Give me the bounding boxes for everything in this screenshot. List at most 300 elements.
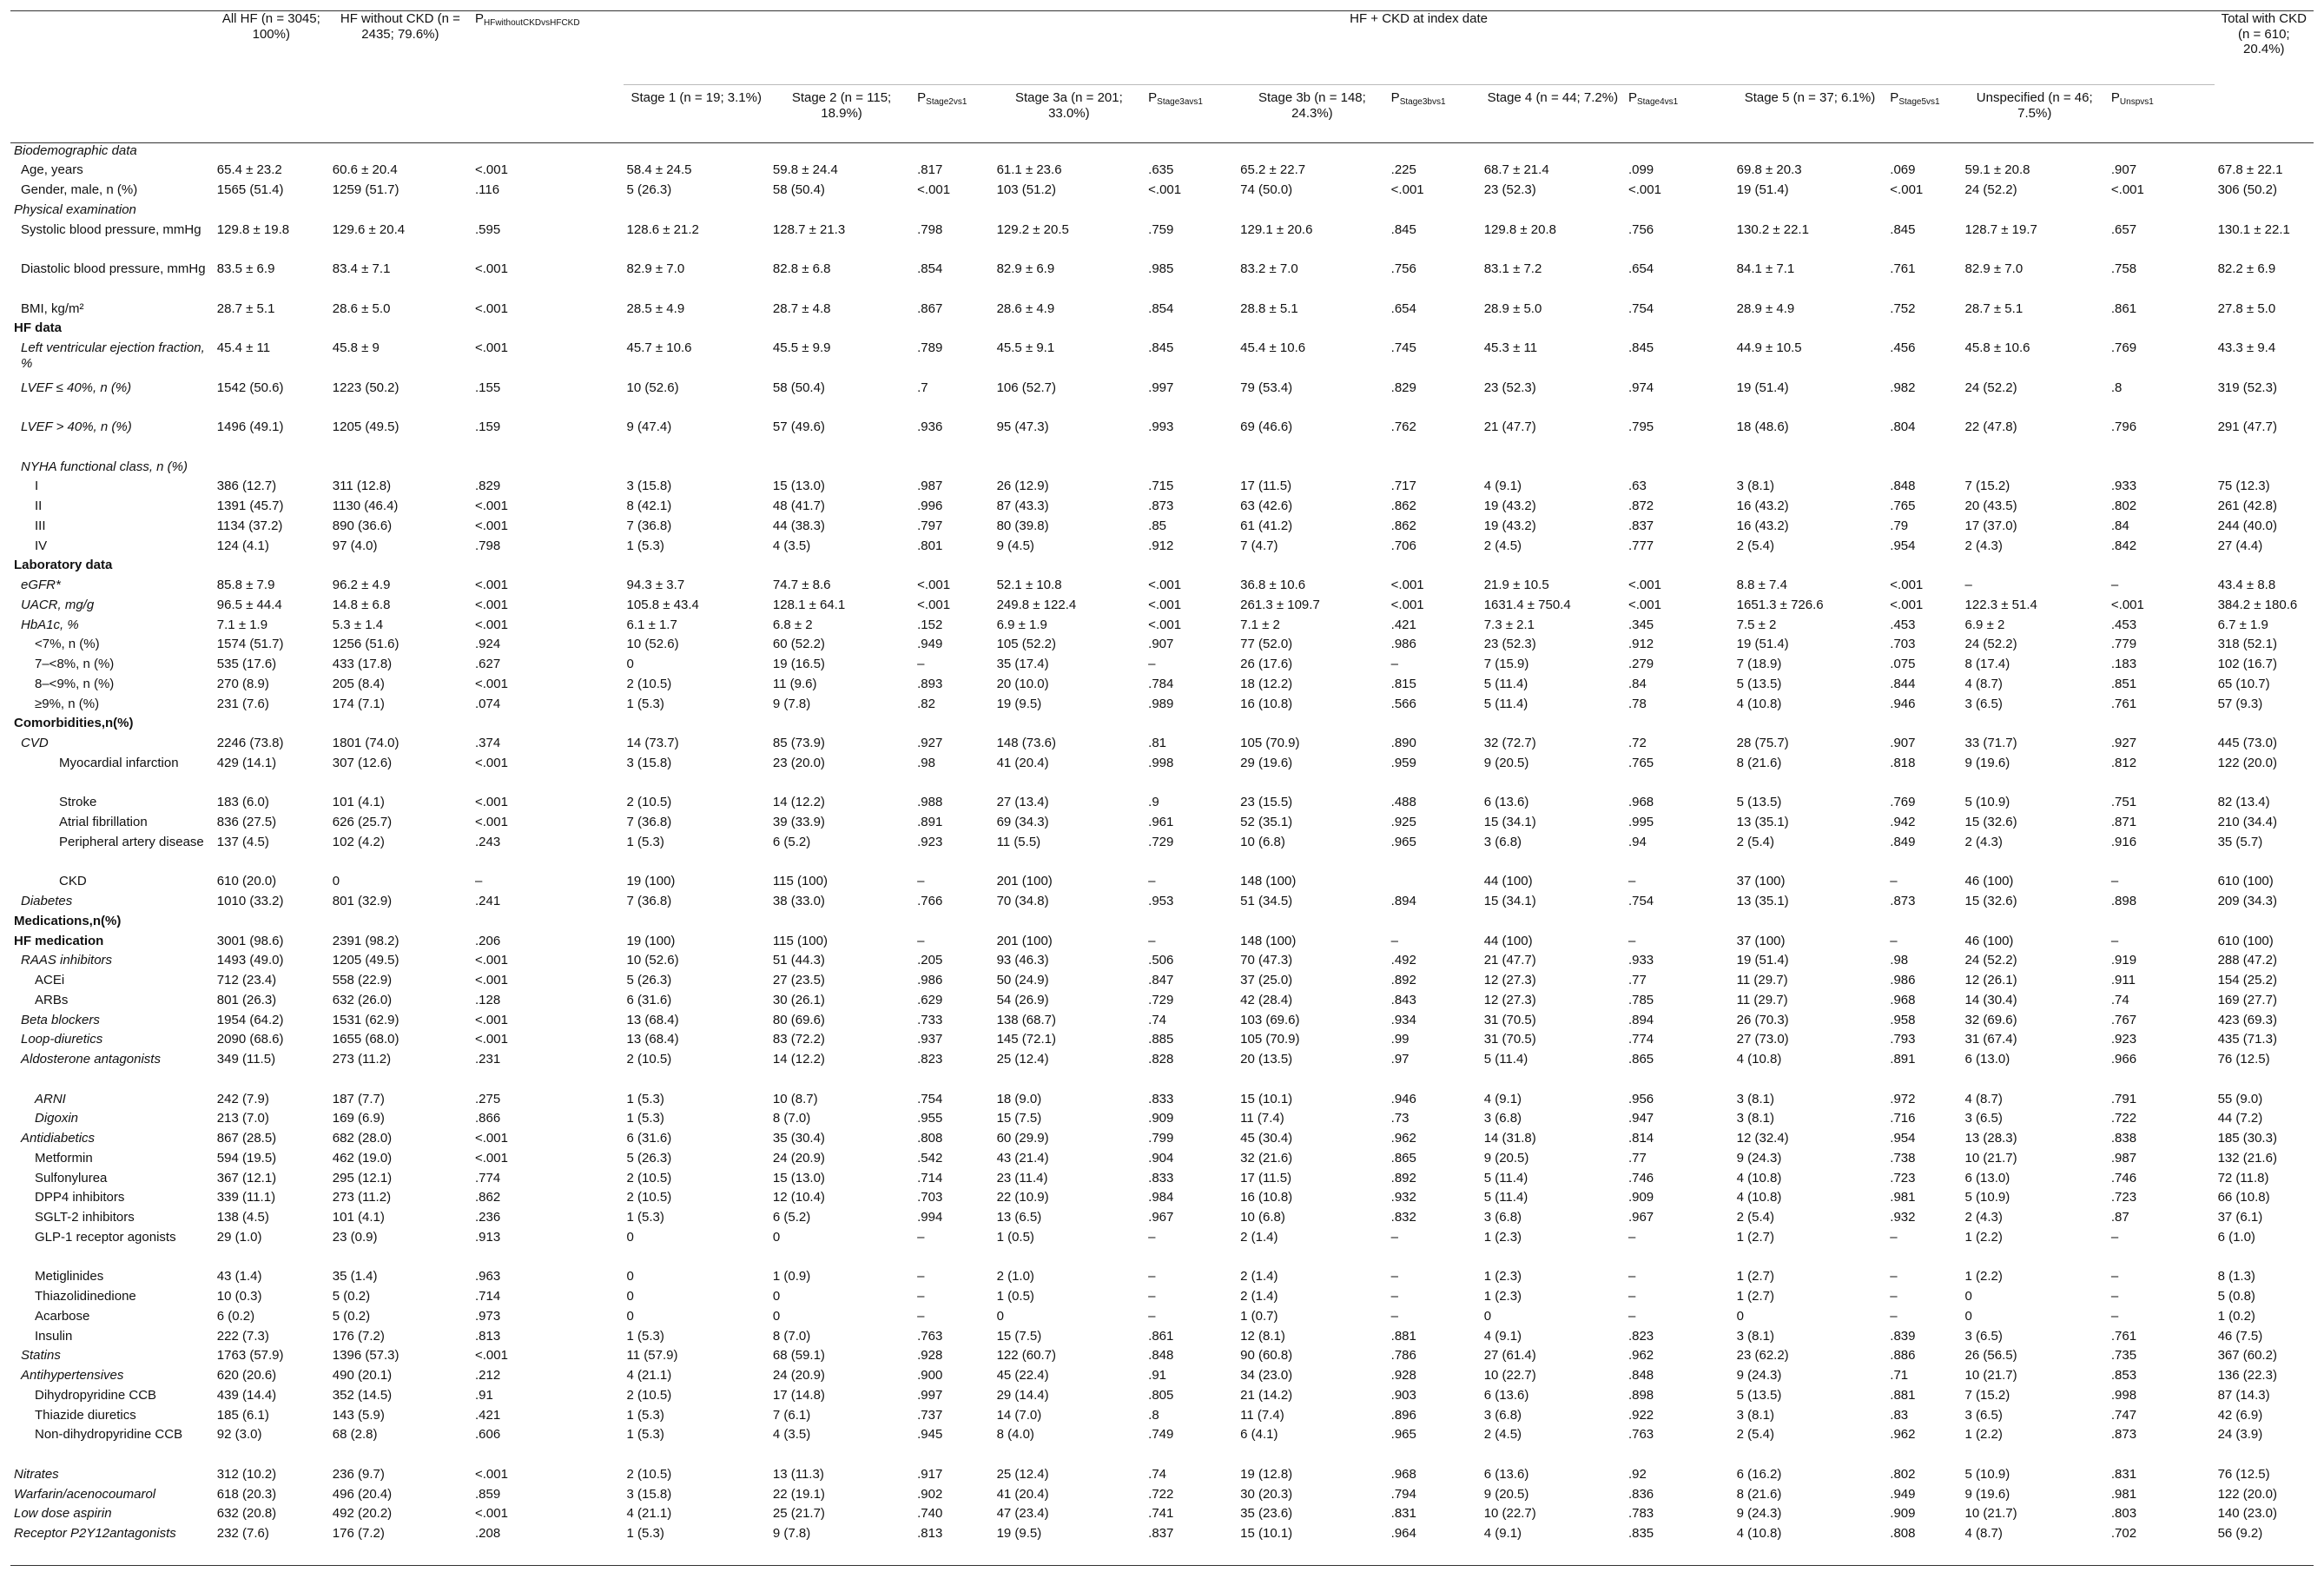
table-cell: 496 (20.4) <box>332 1486 393 1502</box>
table-cell: 66 (10.8) <box>2217 1190 2270 1205</box>
table-cell: 36.8 ± 10.6 <box>1240 578 1306 592</box>
table-cell: 23 (0.9) <box>332 1229 378 1245</box>
table-cell <box>1481 320 1625 340</box>
table-cell: <.001 <box>2110 182 2144 197</box>
table-cell: 261.3 ± 109.7 <box>1240 597 1320 612</box>
table-cell: .075 <box>1890 657 1916 671</box>
table-cell: .892 <box>1390 1170 1416 1185</box>
table-cell: 19 (9.5) <box>996 696 1042 711</box>
table-cell <box>994 716 1145 736</box>
table-row <box>10 598 2314 617</box>
table-cell: .421 <box>1390 617 1416 632</box>
table-cell: .8 <box>2110 380 2123 395</box>
table-cell: – <box>2110 1229 2119 1245</box>
table-cell: .749 <box>1148 1427 1174 1443</box>
table-cell <box>769 459 914 479</box>
row-label: HbA1c, % <box>21 617 79 632</box>
table-cell <box>1625 202 1733 222</box>
table-cell: 3 (6.5) <box>1964 1407 2003 1423</box>
table-cell: 77 (52.0) <box>1240 637 1293 652</box>
table-cell: 19 (51.4) <box>1736 182 1789 197</box>
table-cell: 2 (4.3) <box>1964 1210 2003 1225</box>
table-cell: <.001 <box>1627 578 1661 592</box>
table-cell <box>624 459 769 479</box>
header-stage: Stage 1 (n = 19; 3.1%) <box>624 85 769 143</box>
table-cell: <.001 <box>474 795 508 810</box>
table-cell: .837 <box>1145 1526 1237 1566</box>
table-cell: 205 (8.4) <box>332 676 385 691</box>
table-cell: 435 (71.3) <box>2217 1032 2277 1047</box>
table-cell: .63 <box>1627 479 1647 494</box>
table-cell: .765 <box>1890 499 1916 513</box>
table-cell: 32 (72.7) <box>1483 736 1536 750</box>
table-cell: 11 (29.7) <box>1736 992 1788 1007</box>
table-cell: .904 <box>1148 1150 1174 1166</box>
table-cell: 339 (11.1) <box>216 1190 276 1205</box>
row-label: DPP4 inhibitors <box>35 1190 125 1205</box>
table-cell: .765 <box>1627 755 1654 770</box>
table-cell <box>1237 459 1388 479</box>
table-cell: 20 (10.0) <box>996 676 1049 691</box>
table-cell: 27 (4.4) <box>2217 538 2263 553</box>
table-cell: 4 (3.5) <box>772 538 811 553</box>
table-cell: 97 (4.0) <box>332 538 378 553</box>
table-cell: 890 (36.6) <box>332 518 393 533</box>
table-cell: .894 <box>1627 1012 1654 1027</box>
table-row <box>10 1427 2314 1467</box>
table-cell <box>624 202 769 222</box>
table-cell: 9 (20.5) <box>1483 1486 1529 1502</box>
table-cell: 148 (73.6) <box>996 736 1056 750</box>
table-cell: 14 (31.8) <box>1483 1131 1536 1146</box>
table-cell: 15 (32.6) <box>1964 894 2017 908</box>
table-cell: 0 <box>626 657 634 671</box>
table-row <box>10 380 2314 420</box>
table-row <box>10 874 2314 894</box>
table-cell <box>2215 320 2314 340</box>
table-cell: 2 (10.5) <box>626 676 672 691</box>
table-cell: 16 (43.2) <box>1736 499 1789 513</box>
table-cell <box>1237 558 1388 578</box>
table-cell: .892 <box>1390 973 1416 987</box>
table-cell: 6 (13.6) <box>1483 1387 1529 1403</box>
table-cell: 1496 (49.1) <box>216 419 284 434</box>
table-cell <box>1625 320 1733 340</box>
table-cell: .205 <box>917 953 943 968</box>
table-cell: .997 <box>917 1387 943 1403</box>
table-cell: 122 (20.0) <box>2217 755 2277 770</box>
table-cell: 13 (68.4) <box>626 1012 679 1027</box>
table-cell: 24 (20.9) <box>772 1368 825 1383</box>
table-cell: 5 (26.3) <box>626 1150 672 1166</box>
table-cell: 15 (10.1) <box>1237 1526 1388 1566</box>
table-cell <box>1145 459 1237 479</box>
table-cell: .723 <box>2110 1190 2137 1205</box>
table-cell: .881 <box>1390 1328 1416 1344</box>
table-cell: 5 (0.2) <box>332 1308 371 1324</box>
table-cell <box>994 143 1145 163</box>
table-cell: 7 (36.8) <box>626 815 672 829</box>
table-cell <box>472 143 624 163</box>
table-cell: .961 <box>1148 815 1174 829</box>
table-cell: 23 (20.0) <box>772 755 825 770</box>
table-cell: 19 (51.4) <box>1736 380 1789 395</box>
table-cell: <.001 <box>474 973 508 987</box>
table-cell: .873 <box>2110 1427 2137 1443</box>
table-cell: 7 (18.9) <box>1736 657 1782 671</box>
table-cell: .818 <box>1890 755 1916 770</box>
table-cell: 33 (71.7) <box>1964 736 2017 750</box>
table-cell: 1205 (49.5) <box>332 419 399 434</box>
table-cell: 5 (10.9) <box>1964 1466 2010 1482</box>
table-cell: 1651.3 ± 726.6 <box>1736 597 1824 612</box>
table-cell: 52.1 ± 10.8 <box>996 578 1062 592</box>
table-cell: 201 (100) <box>996 933 1053 948</box>
table-cell: 25 (12.4) <box>996 1466 1049 1482</box>
table-cell: .965 <box>1390 834 1416 849</box>
table-cell: .506 <box>1148 953 1174 968</box>
table-cell: .752 <box>1890 300 1916 316</box>
table-cell: .802 <box>2110 499 2137 513</box>
table-cell: .236 <box>474 1210 501 1225</box>
header-hf-ckd: HF + CKD at index date <box>624 11 2215 85</box>
row-label: UACR, mg/g <box>21 597 95 612</box>
table-cell: .923 <box>917 834 943 849</box>
table-cell: 7 (15.2) <box>1964 479 2010 494</box>
table-cell: .985 <box>1148 261 1174 276</box>
table-cell: <.001 <box>474 676 508 691</box>
table-cell: .848 <box>1627 1368 1654 1383</box>
table-cell: .733 <box>917 1012 943 1027</box>
table-cell: 384.2 ± 180.6 <box>2217 597 2298 612</box>
table-cell: 10 (52.6) <box>626 637 679 652</box>
table-cell: 19 (9.5) <box>994 1526 1145 1566</box>
table-cell: .987 <box>917 479 943 494</box>
table-cell: – <box>1627 933 1636 948</box>
table-cell: .872 <box>1627 499 1654 513</box>
table-cell: 0 <box>772 1229 781 1245</box>
table-cell: 4 (10.8) <box>1736 1170 1782 1185</box>
table-cell: .741 <box>1148 1506 1174 1522</box>
table-cell: 16 (10.8) <box>1240 696 1293 711</box>
table-cell: 11 (7.4) <box>1240 1407 1284 1423</box>
table-cell: .241 <box>474 894 501 908</box>
table-cell <box>1886 202 1961 222</box>
table-cell: .959 <box>1390 755 1416 770</box>
table-cell: .606 <box>474 1427 501 1443</box>
table-cell <box>1388 716 1481 736</box>
table-cell: 24 (3.9) <box>2217 1427 2263 1443</box>
table-cell: .814 <box>1627 1131 1654 1146</box>
table-cell: 14 (7.0) <box>996 1407 1042 1423</box>
table-cell: .886 <box>1890 1348 1916 1364</box>
table-cell: .795 <box>1627 419 1654 434</box>
table-cell: 3 (6.8) <box>1483 1210 1522 1225</box>
table-cell: 0 <box>1964 1308 1972 1324</box>
header-empty <box>10 11 214 143</box>
table-cell: .885 <box>1148 1032 1174 1047</box>
table-cell: 13 (68.4) <box>626 1032 679 1047</box>
table-cell: 68.7 ± 21.4 <box>1483 162 1549 178</box>
table-cell <box>1388 320 1481 340</box>
table-cell: 45.8 ± 9 <box>332 340 380 355</box>
table-cell: 12 (32.4) <box>1736 1131 1789 1146</box>
table-cell: .842 <box>2110 538 2137 553</box>
row-label: Loop-diuretics <box>21 1032 103 1047</box>
table-cell: 2 (5.4) <box>1736 538 1774 553</box>
table-cell: 6.8 ± 2 <box>772 617 813 632</box>
table-cell: 45.4 ± 10.6 <box>1240 340 1306 355</box>
table-cell: 138 (68.7) <box>996 1012 1056 1027</box>
table-cell <box>1625 716 1733 736</box>
table-cell: 1391 (45.7) <box>216 499 284 513</box>
table-cell: 3 (8.1) <box>1736 1091 1774 1106</box>
table-cell: 102 (4.2) <box>332 834 385 849</box>
table-cell: 3 (8.1) <box>1736 1111 1774 1126</box>
table-cell: 4 (21.1) <box>626 1506 672 1522</box>
table-cell: .766 <box>917 894 943 908</box>
table-cell: 210 (34.4) <box>2217 815 2277 829</box>
table-cell <box>1962 202 2108 222</box>
table-cell: 9 (24.3) <box>1736 1506 1782 1522</box>
table-cell: 836 (27.5) <box>216 815 277 829</box>
table-cell <box>1962 320 2108 340</box>
table-cell: 25 (12.4) <box>996 1052 1049 1067</box>
table-cell: .968 <box>1627 795 1654 810</box>
table-cell: .949 <box>917 637 943 652</box>
table-cell <box>2108 459 2215 479</box>
table-cell: <.001 <box>474 1150 508 1166</box>
table-cell: 79 (53.4) <box>1240 380 1293 395</box>
table-cell <box>624 914 769 934</box>
table-cell: 5 (13.5) <box>1736 676 1782 691</box>
table-cell: .81 <box>1148 736 1167 750</box>
table-cell: 45.7 ± 10.6 <box>626 340 692 355</box>
table-cell: 19 (43.2) <box>1483 518 1536 533</box>
table-cell: 5 (13.5) <box>1736 795 1782 810</box>
table-cell: 7 (15.2) <box>1964 1387 2010 1403</box>
table-cell: .973 <box>474 1308 501 1324</box>
row-label: III <box>35 518 46 533</box>
table-cell: .789 <box>917 340 943 355</box>
table-cell: .756 <box>1627 221 1654 237</box>
table-cell: 169 (27.7) <box>2217 992 2277 1007</box>
table-cell: .231 <box>474 1052 501 1067</box>
table-cell: 45.5 ± 9.1 <box>996 340 1055 355</box>
table-cell: 6.9 ± 1.9 <box>996 617 1047 632</box>
table-cell: .745 <box>1390 340 1416 355</box>
table-cell: 0 <box>1736 1308 1744 1324</box>
table-cell: .723 <box>1890 1170 1916 1185</box>
row-label: Thiazide diuretics <box>35 1407 136 1423</box>
table-cell: 93 (46.3) <box>996 953 1049 968</box>
table-cell: – <box>1148 1229 1156 1245</box>
table-cell: .421 <box>474 1407 501 1423</box>
table-cell: 1 (2.2) <box>1964 1269 2003 1285</box>
table-cell <box>329 914 472 934</box>
table-cell: .629 <box>917 992 943 1007</box>
table-cell: .963 <box>474 1269 501 1285</box>
table-cell <box>1388 143 1481 163</box>
table-cell: 8 (17.4) <box>1964 657 2010 671</box>
table-cell: .91 <box>1148 1368 1167 1383</box>
table-cell: .833 <box>1148 1170 1174 1185</box>
table-cell <box>472 716 624 736</box>
header-p-stage3avs1: $P_{Stage3avs1}$ <box>1145 85 1237 143</box>
table-cell: .754 <box>1627 300 1654 316</box>
table-cell: 312 (10.2) <box>216 1466 277 1482</box>
table-cell: .654 <box>1390 300 1416 316</box>
table-cell: 45 (22.4) <box>996 1368 1049 1383</box>
table-cell: 84.1 ± 7.1 <box>1736 261 1795 276</box>
table-cell: .94 <box>1627 834 1647 849</box>
table-cell: <.001 <box>1148 597 1182 612</box>
row-label: Non-dihydropyridine CCB <box>35 1427 183 1443</box>
row-label: Thiazolidinedione <box>35 1289 136 1304</box>
table-cell: .813 <box>914 1526 993 1566</box>
table-cell: .747 <box>2110 1407 2137 1423</box>
row-label: Aldosterone antagonists <box>21 1052 161 1067</box>
table-cell: .924 <box>474 637 501 652</box>
table-cell: .972 <box>1890 1091 1916 1106</box>
table-cell: 8 (7.0) <box>772 1328 811 1344</box>
table-cell: 30 (26.1) <box>772 992 825 1007</box>
table-cell: 48 (41.7) <box>772 499 825 513</box>
table-cell <box>1388 874 1481 894</box>
row-label: NYHA functional class, n (%) <box>21 459 188 474</box>
table-cell: 201 (100) <box>996 874 1053 889</box>
table-cell: .746 <box>2110 1170 2137 1185</box>
table-cell <box>2215 459 2314 479</box>
table-cell: 28.5 ± 4.9 <box>626 300 685 316</box>
table-cell: 39 (33.9) <box>772 815 825 829</box>
table-cell: 129.8 ± 19.8 <box>216 221 290 237</box>
table-cell: 13 (6.5) <box>996 1210 1042 1225</box>
table-cell <box>1481 459 1625 479</box>
table-row <box>10 1190 2314 1210</box>
row-label: Metiglinides <box>35 1269 104 1285</box>
table-cell: – <box>917 1289 925 1304</box>
table-row <box>10 1289 2314 1309</box>
table-cell: .932 <box>1890 1210 1916 1225</box>
table-cell: .769 <box>1890 795 1916 810</box>
table-cell: .928 <box>917 1348 943 1364</box>
table-cell <box>214 320 329 340</box>
table-row <box>10 1388 2314 1408</box>
table-cell: .756 <box>1390 261 1416 276</box>
row-label: Myocardial infarction <box>59 755 179 770</box>
table-cell: 103 (69.6) <box>1240 1012 1300 1027</box>
table-cell: 80 (69.6) <box>772 1012 825 1027</box>
table-cell: 19 (100) <box>626 874 676 889</box>
table-cell: 12 (27.3) <box>1483 973 1536 987</box>
table-cell: .791 <box>2110 1091 2137 1106</box>
table-row <box>10 162 2314 182</box>
table-cell: <.001 <box>917 597 951 612</box>
table-cell: 60 (52.2) <box>772 637 825 652</box>
table-cell <box>1388 459 1481 479</box>
table-cell: 1 (2.3) <box>1483 1289 1522 1304</box>
table-cell: 45.4 ± 11 <box>216 340 271 355</box>
table-cell: 5 (26.3) <box>626 973 672 987</box>
table-cell: 558 (22.9) <box>332 973 393 987</box>
table-cell: 23 (52.3) <box>1483 182 1536 197</box>
table-cell <box>329 459 472 479</box>
table-cell: 129.1 ± 20.6 <box>1240 221 1313 237</box>
row-label: RAAS inhibitors <box>21 953 113 968</box>
table-cell: 5 (11.4) <box>1483 676 1528 691</box>
table-cell: 14 (12.2) <box>772 1052 825 1067</box>
table-cell: 2 (10.5) <box>626 1387 672 1403</box>
table-cell: – <box>2110 578 2119 592</box>
table-cell: 6.1 ± 1.7 <box>626 617 677 632</box>
table-cell: – <box>1964 578 1972 592</box>
table-cell: 26 (56.5) <box>1964 1348 2017 1364</box>
table-cell: .916 <box>2110 834 2137 849</box>
row-label: Statins <box>21 1348 61 1364</box>
table-cell: 6 (31.6) <box>626 992 672 1007</box>
table-cell: .890 <box>1390 736 1416 750</box>
table-cell: 0 <box>1483 1308 1492 1324</box>
table-cell: – <box>1390 933 1399 948</box>
table-cell: 261 (42.8) <box>2217 499 2277 513</box>
table-cell: 2 (5.4) <box>1736 1210 1774 1225</box>
table-cell: 1130 (46.4) <box>332 499 399 513</box>
row-label: II <box>35 499 43 513</box>
table-cell: .981 <box>1890 1190 1916 1205</box>
table-cell: 128.1 ± 64.1 <box>772 597 846 612</box>
table-cell <box>769 558 914 578</box>
table-cell: .823 <box>917 1052 943 1067</box>
table-cell: 682 (28.0) <box>332 1131 393 1146</box>
table-cell: 3 (6.8) <box>1483 834 1522 849</box>
table-cell: 2 (4.5) <box>1483 1427 1522 1443</box>
table-cell: .967 <box>1627 1210 1654 1225</box>
table-row <box>10 1487 2314 1507</box>
table-cell: 15 (10.1) <box>1240 1091 1293 1106</box>
table-cell: .812 <box>2110 755 2137 770</box>
table-row <box>10 795 2314 815</box>
table-cell: .758 <box>2110 261 2137 276</box>
table-cell: – <box>2110 874 2119 889</box>
table-cell: 2 (10.5) <box>626 1052 672 1067</box>
table-cell <box>1886 143 1961 163</box>
table-cell: 14 (12.2) <box>772 795 825 810</box>
table-cell <box>2215 716 2314 736</box>
table-cell: <.001 <box>1390 182 1424 197</box>
table-cell: 618 (20.3) <box>216 1486 277 1502</box>
table-cell: .152 <box>917 617 943 632</box>
table-cell: .796 <box>2110 419 2137 434</box>
table-cell: 9 (19.6) <box>1964 1486 2010 1502</box>
table-cell: 129.2 ± 20.5 <box>996 221 1069 237</box>
table-cell: .492 <box>1390 953 1416 968</box>
table-cell: .946 <box>1390 1091 1416 1106</box>
table-cell: 712 (23.4) <box>216 973 277 987</box>
table-cell: 20 (13.5) <box>1240 1052 1293 1067</box>
table-cell: 87 (14.3) <box>2217 1387 2270 1403</box>
table-body <box>10 143 2314 1566</box>
table-cell: .962 <box>1390 1131 1416 1146</box>
table-cell: 6 (13.0) <box>1964 1052 2010 1067</box>
table-cell: .714 <box>474 1289 501 1304</box>
table-cell: 11 (9.6) <box>772 676 817 691</box>
table-cell: 55 (9.0) <box>2217 1091 2263 1106</box>
table-cell <box>329 202 472 222</box>
table-cell: 15 (32.6) <box>1964 815 2017 829</box>
table-cell: 58 (50.4) <box>772 380 825 395</box>
table-cell: 46 (100) <box>1964 874 2014 889</box>
